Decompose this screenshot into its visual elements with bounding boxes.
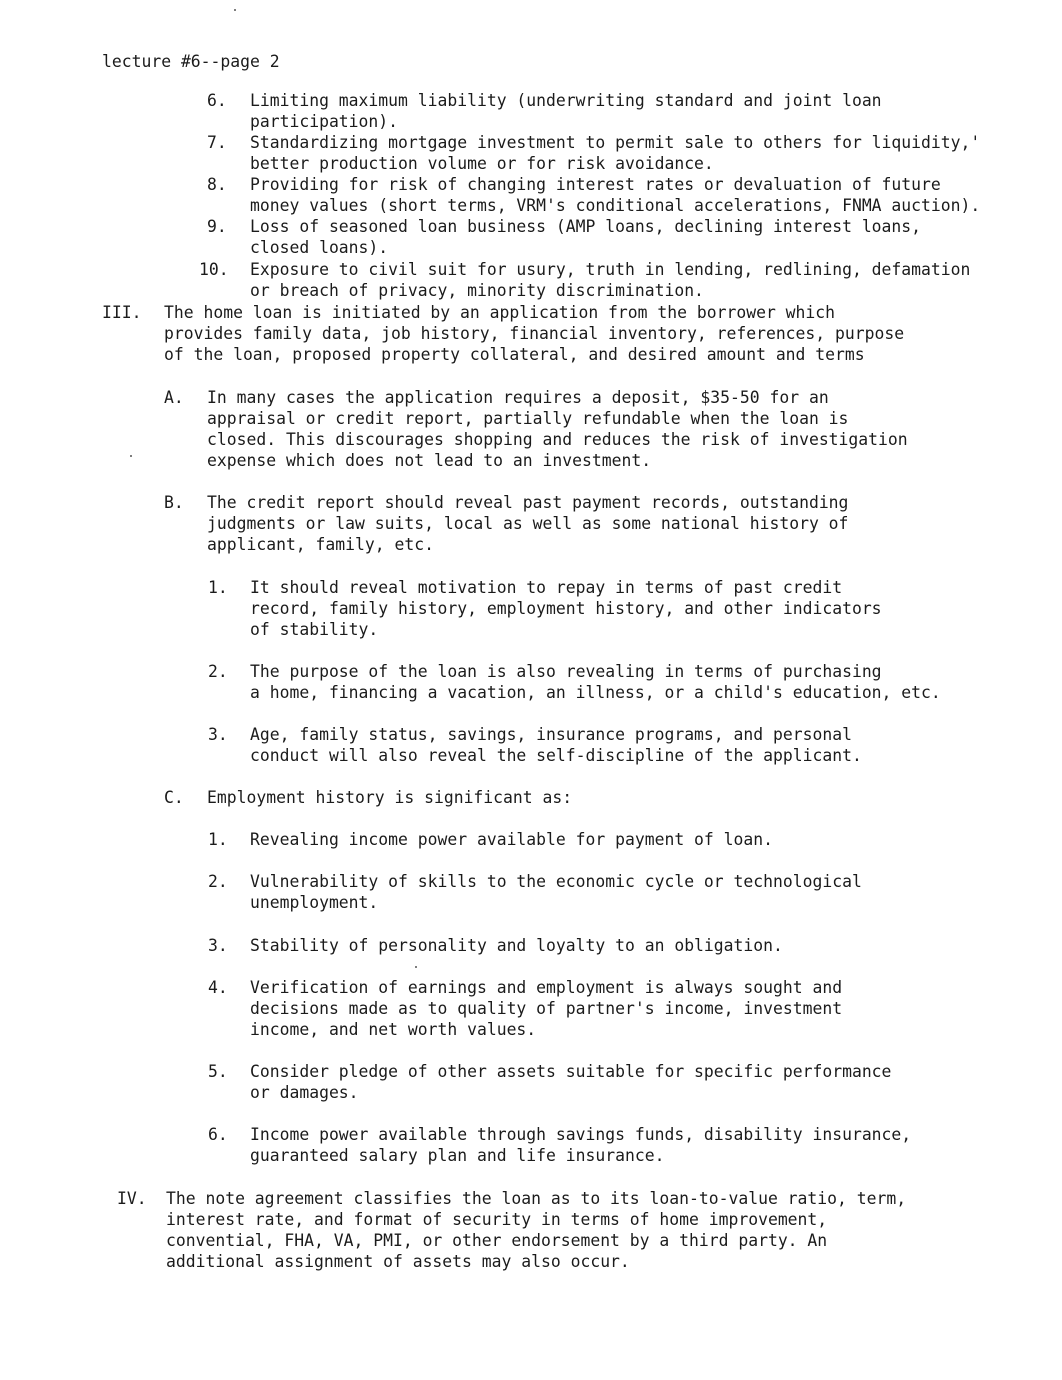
subsection-text <box>207 787 572 808</box>
list-item-text <box>250 577 882 640</box>
text-line: Income power available through savings funds, disability insurance, <box>250 1125 912 1144</box>
list-item-number: 3. <box>208 936 228 955</box>
text-line: The note agreement classifies the loan as to its loan-to-value ratio, term, <box>166 1189 907 1208</box>
scan-speck <box>415 966 417 968</box>
text-line: Exposure to civil suit for usury, truth in lending, redlining, defamation <box>250 260 971 279</box>
list-item-text <box>250 132 980 174</box>
text-line: It should reveal motivation to repay in terms of past credit <box>250 578 843 597</box>
text-line: income, and net worth values. <box>250 1020 537 1039</box>
list-item-text <box>250 216 921 258</box>
list-item-number: 3. <box>208 725 228 744</box>
scan-speck <box>130 455 132 457</box>
section-text <box>166 1188 906 1272</box>
list-item-number: 1. <box>208 578 228 597</box>
section-text <box>164 302 904 365</box>
subsection-letter: A. <box>164 388 184 407</box>
text-line: closed. This discourages shopping and reduces the risk of investigation <box>207 430 908 449</box>
text-line: In many cases the application requires a deposit, $35-50 for an <box>207 388 829 407</box>
subsection-letter: C. <box>164 788 184 807</box>
text-line: judgments or law suits, local as well as some national history of <box>207 514 849 533</box>
text-line: Stability of personality and loyalty to an obligation. <box>250 936 783 955</box>
text-line: appraisal or credit report, partially refundable when the loan is <box>207 409 849 428</box>
list-item-number: 6. <box>207 91 227 110</box>
text-line: The purpose of the loan is also revealing in terms of purchasing <box>250 662 882 681</box>
text-line: conduct will also reveal the self-discipline of the applicant. <box>250 746 862 765</box>
list-item-number: 1. <box>208 830 228 849</box>
list-item-text <box>250 661 941 703</box>
text-line: The credit report should reveal past payment records, outstanding <box>207 493 849 512</box>
list-item-text <box>250 977 842 1040</box>
text-line: record, family history, employment history, and other indicators <box>250 599 882 618</box>
list-item-number: 5. <box>208 1062 228 1081</box>
text-line: applicant, family, etc. <box>207 535 434 554</box>
list-item-text <box>250 871 862 913</box>
text-line: decisions made as to quality of partner's income, investment <box>250 999 843 1018</box>
list-item-number: 2. <box>208 872 228 891</box>
list-item-text <box>250 1124 911 1166</box>
text-line: Providing for risk of changing interest rates or devaluation of future <box>250 175 941 194</box>
text-line: or breach of privacy, minority discrimination. <box>250 281 704 300</box>
text-line: a home, financing a vacation, an illness, or a child's education, etc. <box>250 683 941 702</box>
text-line: Vulnerability of skills to the economic cycle or technological <box>250 872 862 891</box>
subsection-text <box>207 492 848 555</box>
section-number: III. <box>102 303 142 322</box>
list-item-number: 8. <box>207 175 227 194</box>
list-item-text <box>250 829 773 850</box>
text-line: Limiting maximum liability (underwriting standard and joint loan <box>250 91 882 110</box>
list-item-text <box>250 935 783 956</box>
text-line: participation). <box>250 112 399 131</box>
text-line: provides family data, job history, financial inventory, references, purpose <box>164 324 905 343</box>
text-line: of stability. <box>250 620 379 639</box>
page-header: lecture #6--page 2 <box>102 52 280 71</box>
scan-speck <box>234 9 236 11</box>
text-line: better production volume or for risk avoidance. <box>250 154 714 173</box>
list-item-number: 2. <box>208 662 228 681</box>
list-item-text <box>250 174 980 216</box>
text-line: unemployment. <box>250 893 379 912</box>
text-line: convential, FHA, VA, PMI, or other endorsement by a third party. An <box>166 1231 828 1250</box>
text-line: Consider pledge of other assets suitable for specific performance <box>250 1062 892 1081</box>
text-line: Loss of seasoned loan business (AMP loans, declining interest loans, <box>250 217 922 236</box>
text-line: of the loan, proposed property collateral, and desired amount and terms <box>164 345 865 364</box>
text-line: interest rate, and format of security in terms of home improvement, <box>166 1210 828 1229</box>
text-line: guaranteed salary plan and life insurance. <box>250 1146 665 1165</box>
text-line: or damages. <box>250 1083 359 1102</box>
list-item-text <box>250 1061 891 1103</box>
list-item-number: 7. <box>207 133 227 152</box>
list-item-number: 10. <box>199 260 229 279</box>
text-line: Age, family status, savings, insurance programs, and personal <box>250 725 852 744</box>
text-line: closed loans). <box>250 238 389 257</box>
list-item-text <box>250 724 862 766</box>
section-number: IV. <box>117 1189 147 1208</box>
text-line: Employment history is significant as: <box>207 788 573 807</box>
text-line: Standardizing mortgage investment to permit sale to others for liquidity,' <box>250 133 981 152</box>
text-line: money values (short terms, VRM's conditional accelerations, FNMA auction). <box>250 196 981 215</box>
list-item-text <box>250 259 970 301</box>
text-line: expense which does not lead to an investment. <box>207 451 652 470</box>
list-item-number: 9. <box>207 217 227 236</box>
subsection-text <box>207 387 908 471</box>
text-line: The home loan is initiated by an application from the borrower which <box>164 303 836 322</box>
list-item-number: 4. <box>208 978 228 997</box>
subsection-letter: B. <box>164 493 184 512</box>
list-item-text <box>250 90 882 132</box>
text-line: additional assignment of assets may also occur. <box>166 1252 630 1271</box>
text-line: Verification of earnings and employment is always sought and <box>250 978 843 997</box>
text-line: Revealing income power available for payment of loan. <box>250 830 774 849</box>
list-item-number: 6. <box>208 1125 228 1144</box>
